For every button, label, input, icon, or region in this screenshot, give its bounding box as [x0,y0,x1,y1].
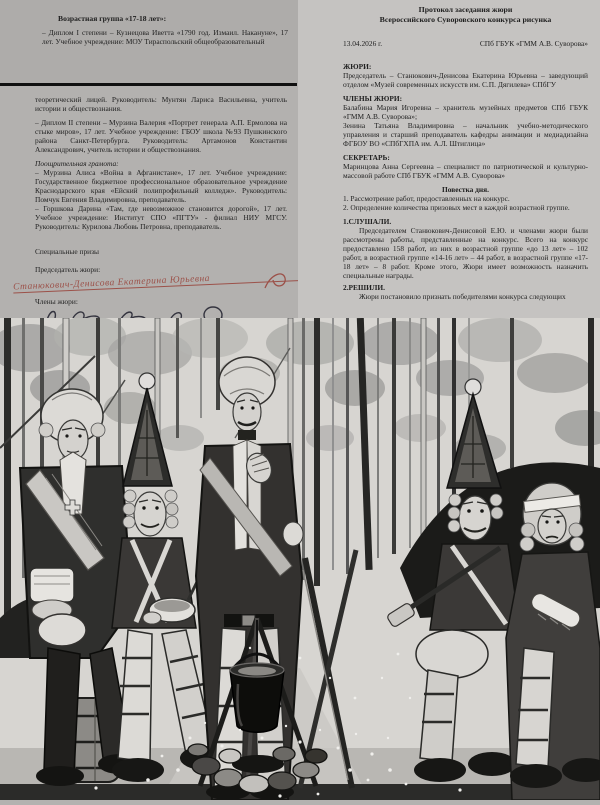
decided-text: Жюри постановило признать победителями конкурса следующих [359,292,566,301]
jury-members-heading: ЧЛЕНЫ ЖЮРИ: [343,94,403,103]
jury-member-2: Зенина Татьяна Владимировна – начальник учебно-методического управления и старший преподаватель кафедры анимации и медиадизайна ФГБОУ ВО «СПбГХПА им. А.Л. Штиглица» [343,121,588,148]
signature-flourish [263,270,289,292]
left-page-main-fragment [0,86,298,318]
jury-heading: ЖЮРИ: [343,62,372,71]
protocol-date: 13.04.2026 г. [343,39,383,48]
secretary-text: Маринцова Анна Сергеевна – специалист по патриотической и культурно-массовой работе СПб ГБУК «ГММ А.В. Суворова» [343,162,588,180]
diploma1-paragraph: – Диплом I степени – Кузнецова Иветта «1790 год. Измаил. Накануне», 17 лет. Учебное учреждение: МОУ Тираспольский общеобразовательный [42,28,288,46]
diploma2-paragraph: – Диплом II степени – Мурзина Валерия «Портрет генерала А.П. Ермолова на стыке миров», 17 лет. Учебное учреждение: ГБОУ школа №93 Пушкинского района Санкт-Петербурга. Руководитель: Артамонов Константин Александрович, учитель истории и обществознания. [35,118,287,154]
members-label: Члены жюри: [35,297,78,306]
decided-heading: 2.РЕШИЛИ. [343,283,385,292]
special-prizes-label: Специальные призы [35,247,100,256]
chair-signature-row [12,273,287,293]
protocol-title-line1: Протокол заседания жюри [418,5,513,14]
grant-paragraph-1: – Мурзина Алиса «Война в Афганистане», 17 лет. Учебное учреждение: Государственное бюджетное профессиональное образовательное учреждение Краснодарского края «Ейский полипрофильный колледж». Руководитель: Помчук Евгения Владимировна, преподаватель. [35,168,287,204]
date-place-row [343,39,588,48]
agenda-heading: Повестка дня. [441,185,490,194]
jury-member-1: Балабина Мария Игоревна – хранитель музейных предметов СПб ГБУК «ГММ А.В. Суворова»; [343,103,588,121]
grant-paragraph-2: – Горшкова Дарина «Там, где невозможное становится дорогой», 17 лет. Учебное учреждение: Институт СПО «ПГТУ» - филиал НИУ МГСУ. Руководитель: Курилова Любовь Петровна, преподаватель. [35,204,287,231]
document-scan-area [0,0,600,318]
protocol-place: СПб ГБУК «ГММ А.В. Суворова» [479,39,588,48]
grant-heading: Поощрительная грамота: [35,159,119,168]
secretary-heading: СЕКРЕТАРЬ: [343,153,390,162]
left-page [0,0,298,318]
competition-artwork [0,318,600,800]
age-group-heading: Возрастная группа «17-18 лет»: [58,14,167,23]
chair-signature-handwriting: Станюкович-Денисова Екатерина Юрьевна [13,269,313,293]
heard-heading: 1.СЛУШАЛИ. [343,217,392,226]
left-page-top-fragment [0,0,298,83]
protocol-title-line2: Всероссийского Суворовского конкурса рисунка [379,15,552,24]
chair-label: Председатель жюри: [35,265,101,274]
heard-text: Председателем Станюкович-Денисовой Е.Ю. и членами жюри были рассмотрены работы, представленные на конкурс. Всего на конкурс предоставлено 158 работ, из них в возрастной группе «до 13 лет» – 102 работ, в возрастной группе «14-16 лет» – 44 работ, в возрастной группе «17-18 лет» – 8 работ. Кроме этого, Жюри имеет возможность назначить специальные награды. [343,226,588,280]
artwork-drawing [0,318,600,800]
agenda-item-1: 1. Рассмотрение работ, предоставленных на конкурс. [343,194,510,203]
jury-text: Председатель – Станюкович-Денисова Екатерина Юрьевна – заведующий отделом «Музей современных искусств им. С.П. Дягилева» СПбГУ [343,71,588,89]
diploma1-continuation: теоретический лицей. Руководитель: Мунтян Лариса Васильевна, учитель истории и обществознания. [35,95,287,113]
right-page [298,0,600,318]
agenda-item-2: 2. Определение количества призовых мест в каждой возрастной группе. [343,203,570,212]
